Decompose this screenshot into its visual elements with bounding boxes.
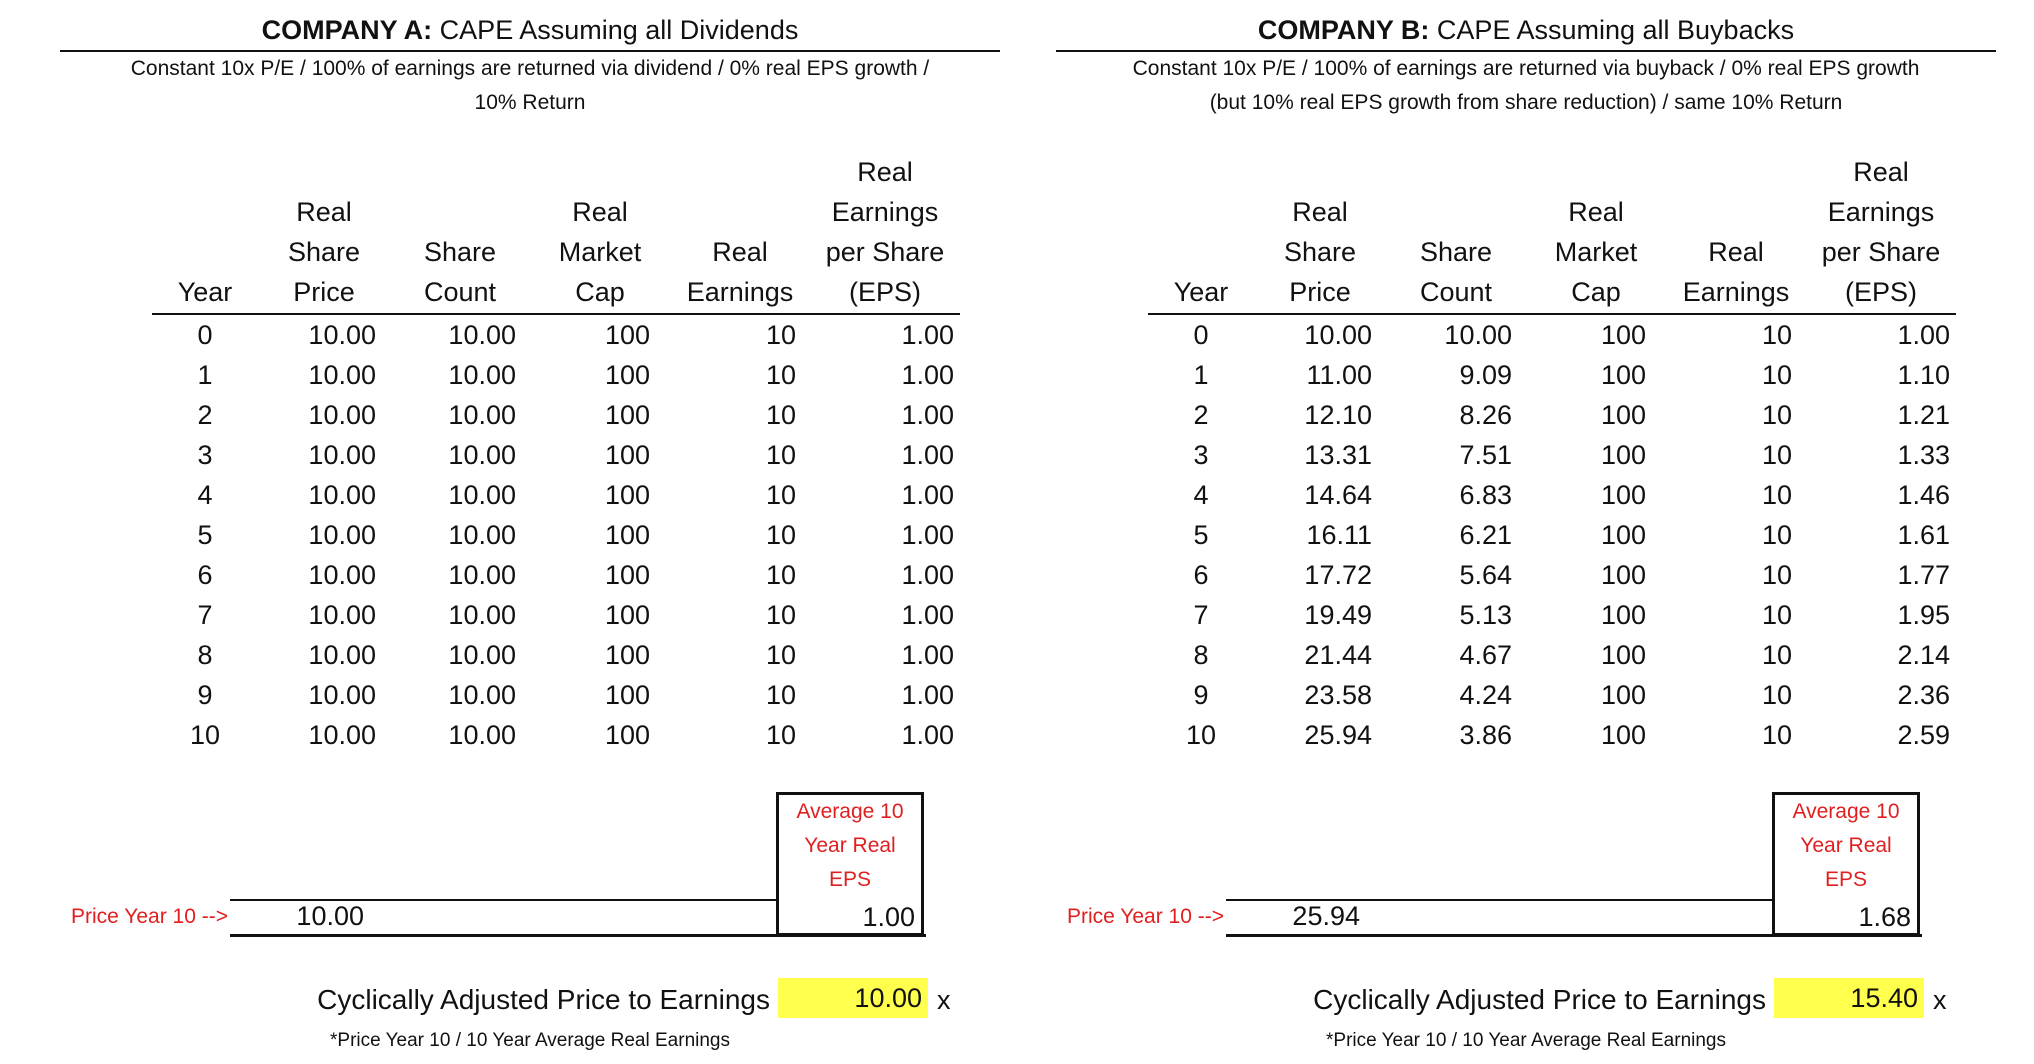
market-cap-cell: 100 [604,520,650,550]
price-cell: 10.00 [308,680,376,710]
eps-cell: 1.10 [1897,360,1950,390]
year-cell: 10 [1185,720,1217,750]
text-line: Year [1173,277,1229,307]
header-eps [810,152,960,314]
share-count-cell: 8.26 [1459,400,1512,430]
eps-cell: 1.00 [1897,320,1950,350]
header-row [152,152,960,314]
text-line: Count [423,277,497,307]
table-row [1148,675,1956,715]
price-cell: 19.49 [1304,600,1372,630]
text-line: Real [1853,157,1909,187]
text-line: Cap [1571,277,1621,307]
divider [1226,934,1922,937]
header-price [1254,152,1386,314]
table-row [1148,475,1956,515]
earnings-cell: 10 [1761,560,1792,590]
year-cell: 9 [1193,680,1209,710]
table-row [152,635,960,675]
earnings-cell: 10 [765,640,796,670]
market-cap-cell: 100 [1600,520,1646,550]
text-line: Year [177,277,233,307]
cape-table [152,152,960,755]
year-cell: 5 [197,520,213,550]
eps-cell: 1.00 [901,400,954,430]
average-eps-value: 1.68 [1858,902,1911,932]
year-cell: 3 [1193,440,1209,470]
earnings-cell: 10 [1761,640,1792,670]
earnings-cell: 10 [1761,400,1792,430]
eps-cell: 1.00 [901,520,954,550]
price-cell: 25.94 [1304,720,1372,750]
earnings-cell: 10 [765,360,796,390]
text-line: Earnings [686,277,794,307]
header-shares [390,152,530,314]
share-count-cell: 10.00 [448,520,516,550]
text-line: Average 10 [796,800,904,823]
eps-cell: 2.36 [1897,680,1950,710]
price-cell: 14.64 [1304,480,1372,510]
share-count-cell: 6.21 [1459,520,1512,550]
share-count-cell: 10.00 [1444,320,1512,350]
price-cell: 12.10 [1304,400,1372,430]
market-cap-cell: 100 [1600,320,1646,350]
eps-cell: 1.33 [1897,440,1950,470]
eps-cell: 1.21 [1897,400,1950,430]
table-body [1148,314,1956,755]
text-line: Share [1419,237,1493,267]
eps-cell: 1.00 [901,320,954,350]
table-row [152,595,960,635]
text-line: per Share [825,237,945,267]
table-row [152,555,960,595]
divider [230,934,926,937]
table-row [152,515,960,555]
table-row [1148,355,1956,395]
table-row [152,675,960,715]
share-count-cell: 7.51 [1459,440,1512,470]
title-text: CAPE Assuming all Dividends [432,15,799,45]
footnote: *Price Year 10 / 10 Year Average Real Earnings [1326,1030,1726,1051]
earnings-cell: 10 [765,520,796,550]
text-line: per Share [1821,237,1941,267]
text-line: Price [1289,277,1351,307]
market-cap-cell: 100 [604,560,650,590]
text-line: (EPS) [848,277,921,307]
market-cap-cell: 100 [1600,480,1646,510]
text-line: Share [287,237,361,267]
header-earnings [670,152,810,314]
share-count-cell: 5.13 [1459,600,1512,630]
year-cell: 1 [1193,360,1209,390]
market-cap-cell: 100 [604,400,650,430]
panel-subtitle [1056,52,1996,120]
header-year [1148,152,1254,314]
share-count-cell: 10.00 [448,480,516,510]
title-text: CAPE Assuming all Buybacks [1429,15,1795,45]
earnings-cell: 10 [1761,480,1792,510]
market-cap-cell: 100 [1600,560,1646,590]
eps-cell: 1.00 [901,440,954,470]
header-eps [1806,152,1956,314]
earnings-cell: 10 [765,720,796,750]
price-cell: 17.72 [1304,560,1372,590]
earnings-cell: 10 [1761,360,1792,390]
text-line: Real [572,197,628,227]
share-count-cell: 5.64 [1459,560,1512,590]
subtitle-line-1: Constant 10x P/E / 100% of earnings are returned via dividend / 0% real EPS growth / [130,57,930,80]
price-cell: 10.00 [308,720,376,750]
price-year-10-value: 25.94 [1292,901,1360,931]
price-year-10-label: Price Year 10 --> [1066,905,1224,928]
table-row [152,355,960,395]
table-row [1148,635,1956,675]
text-line: Market [558,237,642,267]
cape-label: Cyclically Adjusted Price to Earnings [1313,984,1766,1015]
earnings-cell: 10 [1761,720,1792,750]
market-cap-cell: 100 [604,680,650,710]
year-cell: 2 [1193,400,1209,430]
year-cell: 8 [197,640,213,670]
market-cap-cell: 100 [604,720,650,750]
price-year-10-label: Price Year 10 --> [70,905,228,928]
eps-cell: 1.00 [901,600,954,630]
table-row [1148,395,1956,435]
text-line: Real [1708,237,1764,267]
header-row [1148,152,1956,314]
cape-table [1148,152,1956,755]
table-row [1148,715,1956,755]
earnings-cell: 10 [765,480,796,510]
text-line: Real [296,197,352,227]
year-cell: 6 [1193,560,1209,590]
eps-cell: 1.61 [1897,520,1950,550]
price-cell: 23.58 [1304,680,1372,710]
earnings-cell: 10 [1761,600,1792,630]
share-count-cell: 10.00 [448,400,516,430]
text-line: Earnings [831,197,939,227]
table-row [152,314,960,355]
eps-cell: 1.00 [901,640,954,670]
eps-cell: 1.46 [1897,480,1950,510]
year-cell: 7 [197,600,213,630]
eps-cell: 2.14 [1897,640,1950,670]
table-row [1148,595,1956,635]
panel-subtitle [60,52,1000,120]
earnings-cell: 10 [765,440,796,470]
market-cap-cell: 100 [604,640,650,670]
text-line: Real [712,237,768,267]
average-eps-label [779,795,921,899]
average-eps-value: 1.00 [862,902,915,932]
header-market-cap [1526,152,1666,314]
market-cap-cell: 100 [1600,680,1646,710]
text-line: Real [857,157,913,187]
share-count-cell: 6.83 [1459,480,1512,510]
eps-cell: 2.59 [1897,720,1950,750]
earnings-cell: 10 [765,560,796,590]
year-cell: 7 [1193,600,1209,630]
cape-value: 15.40 [1774,978,1924,1018]
market-cap-cell: 100 [1600,440,1646,470]
earnings-cell: 10 [1761,320,1792,350]
text-line: EPS [828,868,872,891]
price-cell: 10.00 [308,320,376,350]
eps-cell: 1.00 [901,560,954,590]
price-cell: 11.00 [1306,360,1372,390]
price-cell: 13.31 [1304,440,1372,470]
eps-cell: 1.95 [1897,600,1950,630]
market-cap-cell: 100 [1600,720,1646,750]
text-line: Earnings [1682,277,1790,307]
market-cap-cell: 100 [604,320,650,350]
year-cell: 0 [1193,320,1209,350]
table-row [152,395,960,435]
share-count-cell: 4.67 [1459,640,1512,670]
company-name: COMPANY B: [1257,15,1430,45]
price-cell: 10.00 [308,440,376,470]
year-cell: 9 [197,680,213,710]
year-cell: 2 [197,400,213,430]
cape-suffix: x [1933,985,1947,1015]
market-cap-cell: 100 [604,600,650,630]
year-cell: 8 [1193,640,1209,670]
table-row [1148,435,1956,475]
eps-cell: 1.00 [901,680,954,710]
price-year-10-value: 10.00 [296,901,364,931]
text-line: Market [1554,237,1638,267]
text-line: Earnings [1827,197,1935,227]
subtitle-line-1: Constant 10x P/E / 100% of earnings are returned via buyback / 0% real EPS growth [1132,57,1920,80]
cape-value: 10.00 [778,978,928,1018]
price-cell: 10.00 [308,560,376,590]
table-row [152,715,960,755]
header-price [258,152,390,314]
company-b-panel [1046,0,2006,1064]
share-count-cell: 10.00 [448,720,516,750]
share-count-cell: 10.00 [448,440,516,470]
share-count-cell: 10.00 [448,360,516,390]
text-line: EPS [1824,868,1868,891]
header-earnings [1666,152,1806,314]
market-cap-cell: 100 [1600,600,1646,630]
text-line: Cap [575,277,625,307]
share-count-cell: 9.09 [1459,360,1512,390]
price-cell: 10.00 [308,360,376,390]
cape-label: Cyclically Adjusted Price to Earnings [317,984,770,1015]
average-eps-label [1775,795,1917,899]
cape-suffix: x [937,985,951,1015]
table-row [152,475,960,515]
share-count-cell: 10.00 [448,320,516,350]
market-cap-cell: 100 [604,480,650,510]
table-row [1148,314,1956,355]
average-eps-box [1772,792,1920,936]
share-count-cell: 3.86 [1459,720,1512,750]
share-count-cell: 10.00 [448,560,516,590]
year-cell: 4 [1193,480,1209,510]
text-line: Share [423,237,497,267]
market-cap-cell: 100 [1600,400,1646,430]
price-cell: 10.00 [308,600,376,630]
text-line: (EPS) [1844,277,1917,307]
year-cell: 6 [197,560,213,590]
year-cell: 10 [189,720,221,750]
year-cell: 4 [197,480,213,510]
average-eps-box [776,792,924,936]
header-shares [1386,152,1526,314]
price-cell: 10.00 [308,400,376,430]
table-row [152,435,960,475]
market-cap-cell: 100 [1600,360,1646,390]
eps-cell: 1.00 [901,720,954,750]
text-line: Real [1568,197,1624,227]
text-line: Year Real [804,834,896,857]
share-count-cell: 4.24 [1459,680,1512,710]
text-line: Average 10 [1792,800,1900,823]
earnings-cell: 10 [765,400,796,430]
earnings-cell: 10 [765,320,796,350]
table-body [152,314,960,755]
year-cell: 3 [197,440,213,470]
price-cell: 10.00 [1304,320,1372,350]
year-cell: 1 [197,360,213,390]
price-cell: 10.00 [308,480,376,510]
price-cell: 21.44 [1304,640,1372,670]
price-cell: 16.11 [1306,520,1372,550]
subtitle-line-2: 10% Return [474,91,586,114]
earnings-cell: 10 [765,680,796,710]
price-cell: 10.00 [308,520,376,550]
earnings-cell: 10 [1761,680,1792,710]
company-a-panel [50,0,1010,1064]
share-count-cell: 10.00 [448,680,516,710]
earnings-cell: 10 [1761,440,1792,470]
share-count-cell: 10.00 [448,640,516,670]
text-line: Share [1283,237,1357,267]
year-cell: 0 [197,320,213,350]
share-count-cell: 10.00 [448,600,516,630]
table-row [1148,515,1956,555]
header-year [152,152,258,314]
earnings-cell: 10 [1761,520,1792,550]
earnings-cell: 10 [765,600,796,630]
text-line: Count [1419,277,1493,307]
panel-title [60,12,1000,52]
eps-cell: 1.00 [901,480,954,510]
panel-title [1056,12,1996,52]
footnote: *Price Year 10 / 10 Year Average Real Earnings [330,1030,730,1051]
text-line: Price [293,277,355,307]
subtitle-line-2: (but 10% real EPS growth from share reduction) / same 10% Return [1209,91,1843,114]
eps-cell: 1.00 [901,360,954,390]
year-cell: 5 [1193,520,1209,550]
header-market-cap [530,152,670,314]
market-cap-cell: 100 [1600,640,1646,670]
eps-cell: 1.77 [1897,560,1950,590]
company-name: COMPANY A: [261,15,433,45]
price-cell: 10.00 [308,640,376,670]
table-row [1148,555,1956,595]
text-line: Real [1292,197,1348,227]
market-cap-cell: 100 [604,360,650,390]
market-cap-cell: 100 [604,440,650,470]
text-line: Year Real [1800,834,1892,857]
